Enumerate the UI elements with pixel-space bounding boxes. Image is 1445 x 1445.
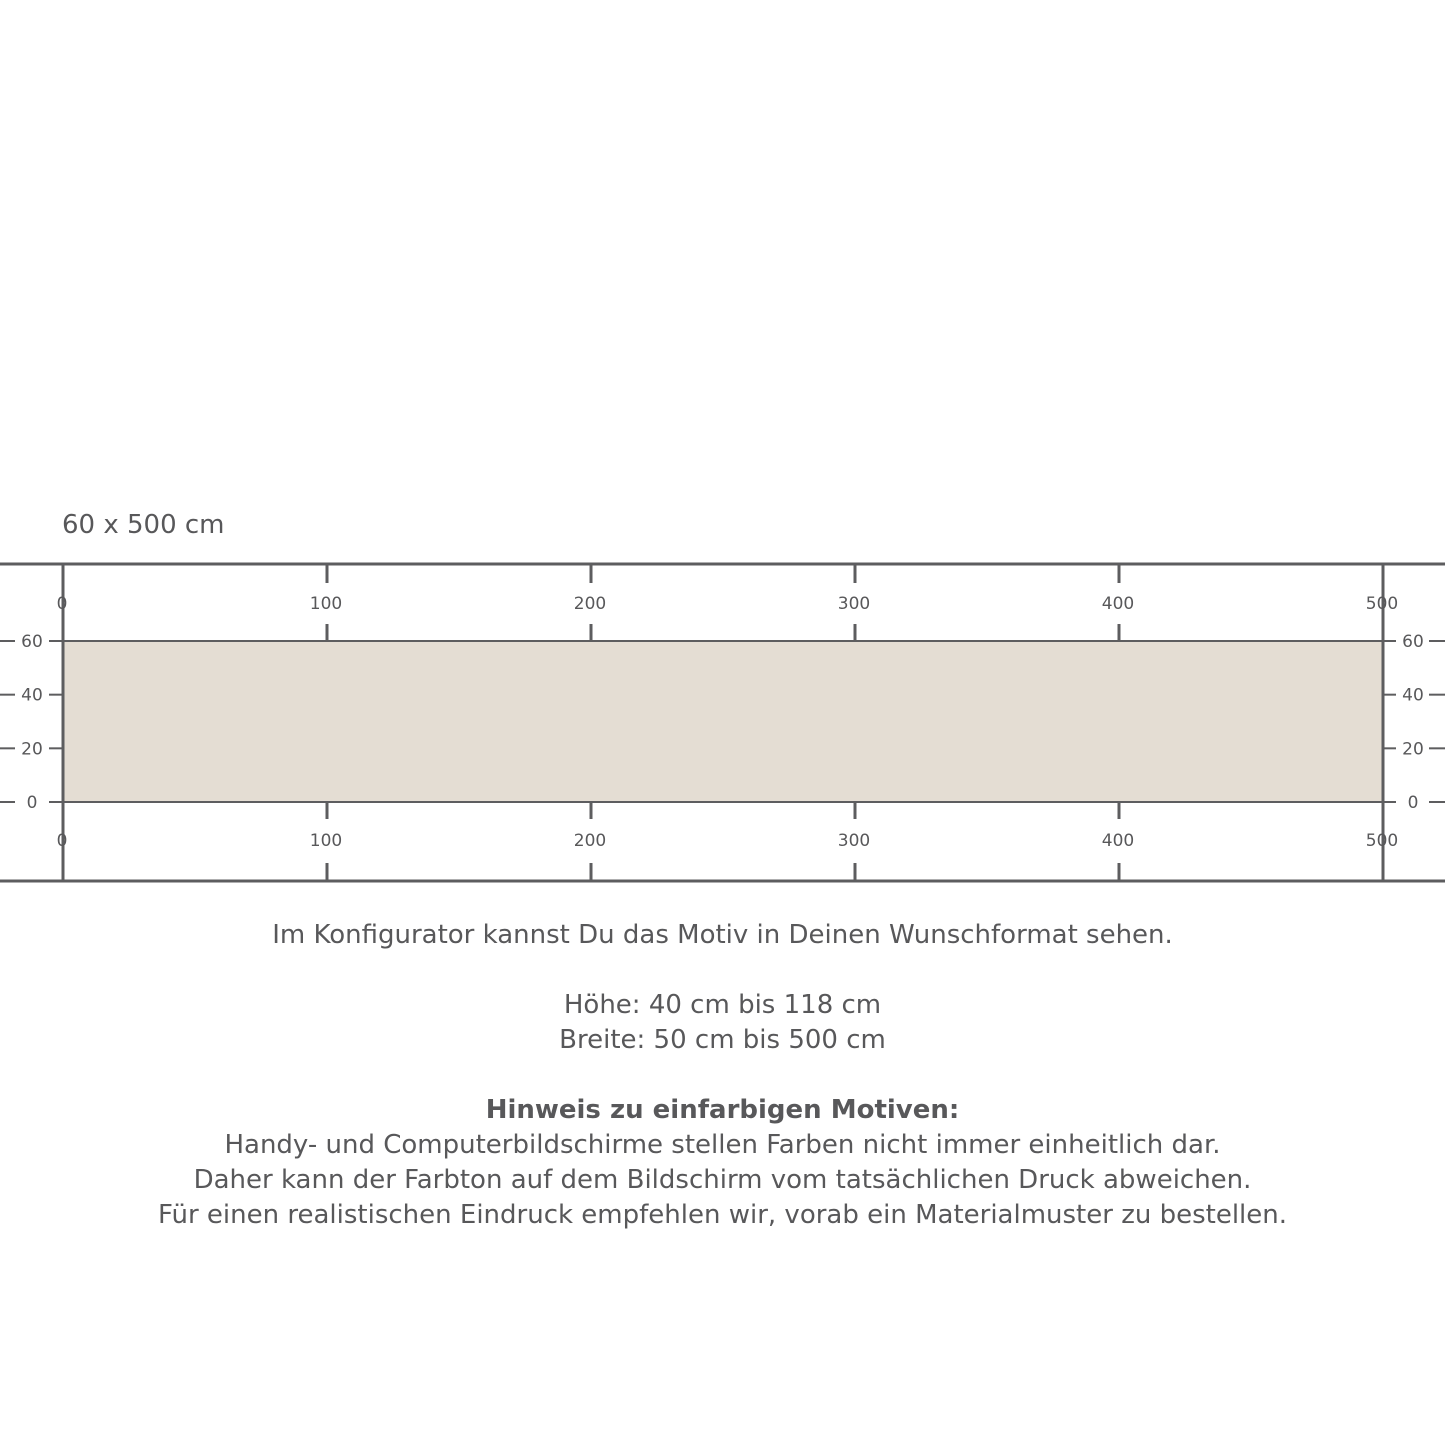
x-tick-label-top: 300 [837,594,871,614]
height-range: Höhe: 40 cm bis 118 cm [563,990,882,1020]
y-tick-label-left: 60 [21,632,43,652]
info-text [0,918,1445,1233]
x-tick-label-top: 200 [573,594,607,614]
x-tick-label-bottom: 0 [56,831,68,851]
x-tick-label-top: 100 [309,594,343,614]
x-tick-label-top: 0 [56,594,68,614]
format-label: 60 x 500 cm [62,510,225,540]
x-tick-label-top: 400 [1101,594,1135,614]
y-tick-label-left: 40 [21,685,43,706]
x-tick-label-bottom: 500 [1365,831,1399,851]
note-line: Daher kann der Farbton auf dem Bildschirm vom tatsächlichen Druck abweichen. [193,1165,1252,1195]
y-tick-label-right: 40 [1402,685,1424,706]
x-tick-label-bottom: 400 [1101,831,1135,851]
x-tick-label-top: 500 [1365,594,1399,614]
width-range: Breite: 50 cm bis 500 cm [559,1025,886,1055]
x-tick-label-bottom: 300 [837,831,871,851]
note-title: Hinweis zu einfarbigen Motiven: [485,1095,960,1125]
panel-area [63,641,1383,802]
y-tick-label-right: 60 [1402,632,1424,652]
y-tick-label-right: 20 [1402,739,1424,760]
note-line: Handy- und Computerbildschirme stellen Farben nicht immer einheitlich dar. [224,1130,1221,1160]
note-line: Für einen realistischen Eindruck empfehlen wir, vorab ein Materialmuster zu bestellen. [157,1200,1288,1230]
y-tick-label-left: 0 [26,793,38,813]
configurator-hint: Im Konfigurator kannst Du das Motiv in Deinen Wunschformat sehen. [272,920,1173,950]
y-tick-label-right: 0 [1407,793,1419,813]
y-tick-label-left: 20 [21,739,43,760]
x-tick-label-bottom: 100 [309,831,343,851]
x-tick-label-bottom: 200 [573,831,607,851]
